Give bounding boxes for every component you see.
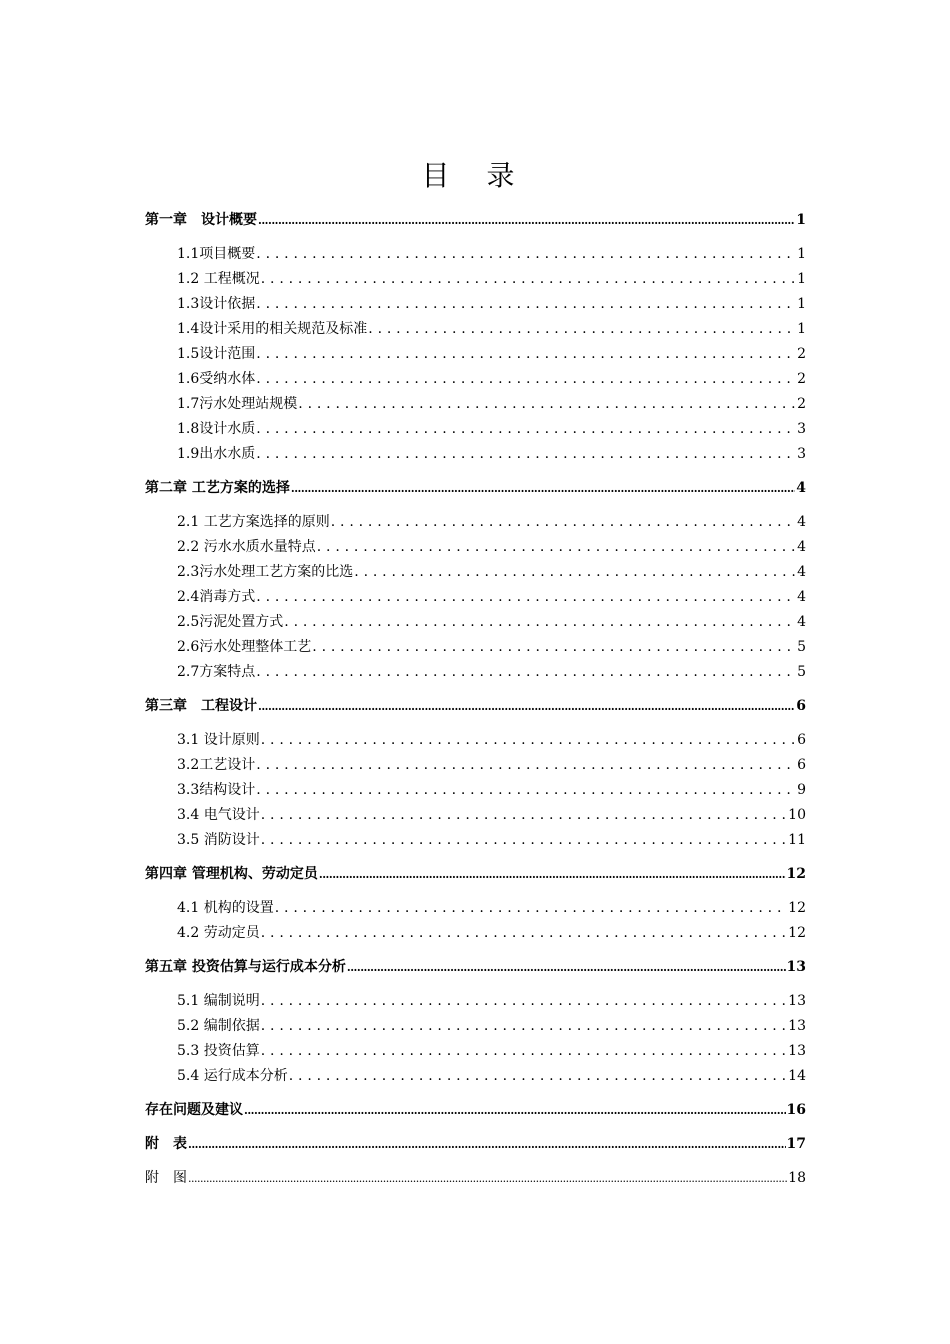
dot-leader [244,1098,786,1123]
toc-section-entry[interactable] [145,1039,806,1064]
toc-entry-page-number: 2 [797,346,806,362]
dot-leader [298,392,796,417]
toc-section-entry[interactable] [145,803,806,828]
toc-chapter-entry[interactable] [145,694,806,719]
dot-leader [261,989,787,1014]
toc-entry-page-number: 2 [797,371,806,387]
dot-leader [256,367,796,392]
toc-entry-label: 附 图 [145,1170,187,1186]
dot-leader [258,694,795,719]
toc-entry-label: 4.2 劳动定员 [177,925,260,941]
toc-entry-page-number: 3 [797,446,806,462]
dot-leader [319,862,786,887]
toc-section-entry[interactable] [145,921,806,946]
toc-entry-page-number: 18 [788,1170,806,1186]
toc-section-entry[interactable] [145,560,806,585]
dot-leader [354,560,796,585]
toc-entry-page-number: 4 [797,589,806,605]
dot-leader [188,1132,786,1157]
toc-section-entry[interactable] [145,292,806,317]
toc-section-entry[interactable] [145,317,806,342]
dot-leader [256,417,796,442]
toc-chapter-entry[interactable] [145,862,806,887]
dot-leader [256,753,796,778]
toc-entry-label: 3.1 设计原则 [177,732,260,748]
dot-leader [261,1014,787,1039]
toc-entry-label: 2.3污水处理工艺方案的比选 [177,564,354,580]
toc-entry-label: 5.4 运行成本分析 [177,1068,288,1084]
toc-section-entry[interactable] [145,417,806,442]
toc-entry-label: 1.7污水处理站规模 [177,396,298,412]
toc-entry-page-number: 16 [786,1102,806,1118]
toc-entry-label: 1.6受纳水体 [177,371,256,387]
toc-entry-page-number: 13 [788,1018,806,1034]
dot-leader [275,896,787,921]
toc-entry-label: 2.4消毒方式 [177,589,256,605]
dot-leader [261,803,787,828]
dot-leader [256,242,796,267]
dot-leader [284,610,796,635]
dot-leader [312,635,796,660]
toc-chapter-entry[interactable] [145,1132,806,1157]
toc-section-entry[interactable] [145,828,806,853]
toc-entry-label: 3.3结构设计 [177,782,256,798]
dot-leader [347,955,786,980]
toc-entry-label: 存在问题及建议 [145,1102,243,1118]
toc-entry-label: 第五章 投资估算与运行成本分析 [145,959,346,975]
toc-entry-page-number: 12 [788,925,806,941]
toc-entry-label: 3.4 电气设计 [177,807,260,823]
dot-leader [261,1039,787,1064]
toc-entry-label: 1.1项目概要 [177,246,256,262]
toc-section-entry[interactable] [145,728,806,753]
toc-section-entry[interactable] [145,660,806,685]
toc-entry-label: 2.2 污水水质水量特点 [177,539,316,555]
toc-entry-page-number: 4 [797,539,806,555]
dot-leader [256,442,796,467]
toc-entry-page-number: 4 [797,564,806,580]
toc-entry-label: 第三章 工程设计 [145,698,257,714]
dot-leader [289,1064,787,1089]
toc-section-entry[interactable] [145,242,806,267]
dot-leader [256,292,796,317]
dot-leader [256,778,796,803]
toc-entry-page-number: 1 [797,246,806,262]
table-of-contents [145,208,806,1191]
dot-leader [256,342,796,367]
toc-entry-page-number: 1 [797,321,806,337]
toc-entry-label: 2.5污泥处置方式 [177,614,284,630]
toc-entry-label: 1.9出水水质 [177,446,256,462]
toc-section-entry[interactable] [145,778,806,803]
toc-title: 目 录 [421,159,529,192]
toc-entry-label: 2.7方案特点 [177,664,256,680]
toc-entry-label: 5.2 编制依据 [177,1018,260,1034]
toc-entry-page-number: 13 [788,993,806,1009]
toc-entry-label: 1.5设计范围 [177,346,256,362]
toc-section-entry[interactable] [145,585,806,610]
toc-section-entry[interactable] [145,442,806,467]
toc-section-entry[interactable] [145,989,806,1014]
toc-entry-label: 第二章 工艺方案的选择 [145,480,290,496]
dot-leader [261,921,787,946]
toc-chapter-entry[interactable] [145,476,806,501]
toc-entry-page-number: 17 [786,1136,806,1152]
toc-entry-page-number: 12 [786,866,806,882]
dot-leader [261,828,787,853]
toc-entry-label: 3.5 消防设计 [177,832,260,848]
toc-entry-label: 1.2 工程概况 [177,271,260,287]
toc-entry-label: 2.1 工艺方案选择的原则 [177,514,330,530]
toc-entry-page-number: 6 [796,698,806,714]
toc-chapter-entry[interactable] [145,1166,806,1191]
toc-section-entry[interactable] [145,896,806,921]
toc-section-entry[interactable] [145,392,806,417]
toc-entry-page-number: 1 [796,212,806,228]
toc-entry-label: 5.1 编制说明 [177,993,260,1009]
toc-entry-page-number: 6 [797,732,806,748]
toc-entry-page-number: 2 [797,396,806,412]
toc-entry-page-number: 5 [797,664,806,680]
toc-entry-label: 2.6污水处理整体工艺 [177,639,312,655]
toc-entry-page-number: 4 [796,480,806,496]
toc-entry-label: 4.1 机构的设置 [177,900,274,916]
toc-entry-label: 第四章 管理机构、劳动定员 [145,866,318,882]
toc-entry-page-number: 1 [797,296,806,312]
toc-entry-page-number: 5 [797,639,806,655]
toc-section-entry[interactable] [145,1014,806,1039]
toc-section-entry[interactable] [145,535,806,560]
toc-entry-page-number: 12 [788,900,806,916]
toc-entry-page-number: 10 [788,807,806,823]
dot-leader [258,208,795,233]
toc-entry-page-number: 14 [788,1068,806,1084]
dot-leader [317,535,796,560]
toc-section-entry[interactable] [145,267,806,292]
toc-section-entry[interactable] [145,1064,806,1089]
toc-entry-page-number: 4 [797,514,806,530]
toc-entry-label: 附 表 [145,1136,187,1152]
dot-leader [331,510,796,535]
toc-chapter-entry[interactable] [145,955,806,980]
toc-chapter-entry[interactable] [145,208,806,233]
toc-section-entry[interactable] [145,342,806,367]
dot-leader [291,476,795,501]
dot-leader [261,267,796,292]
dot-leader [256,660,796,685]
dot-leader [256,585,796,610]
toc-entry-label: 3.2工艺设计 [177,757,256,773]
toc-entry-page-number: 9 [797,782,806,798]
toc-entry-label: 5.3 投资估算 [177,1043,260,1059]
toc-section-entry[interactable] [145,510,806,535]
toc-entry-page-number: 13 [786,959,806,975]
toc-entry-page-number: 6 [797,757,806,773]
toc-entry-label: 第一章 设计概要 [145,212,257,228]
toc-entry-page-number: 4 [797,614,806,630]
toc-entry-label: 1.3设计依据 [177,296,256,312]
toc-entry-page-number: 13 [788,1043,806,1059]
toc-section-entry[interactable] [145,635,806,660]
toc-section-entry[interactable] [145,610,806,635]
toc-entry-page-number: 1 [797,271,806,287]
toc-entry-page-number: 3 [797,421,806,437]
dot-leader [261,728,796,753]
toc-entry-page-number: 11 [788,832,806,848]
toc-section-entry[interactable] [145,753,806,778]
toc-section-entry[interactable] [145,367,806,392]
toc-entry-label: 1.4设计采用的相关规范及标准 [177,321,368,337]
toc-chapter-entry[interactable] [145,1098,806,1123]
dot-leader [188,1166,787,1191]
toc-entry-label: 1.8设计水质 [177,421,256,437]
dot-leader [368,317,796,342]
